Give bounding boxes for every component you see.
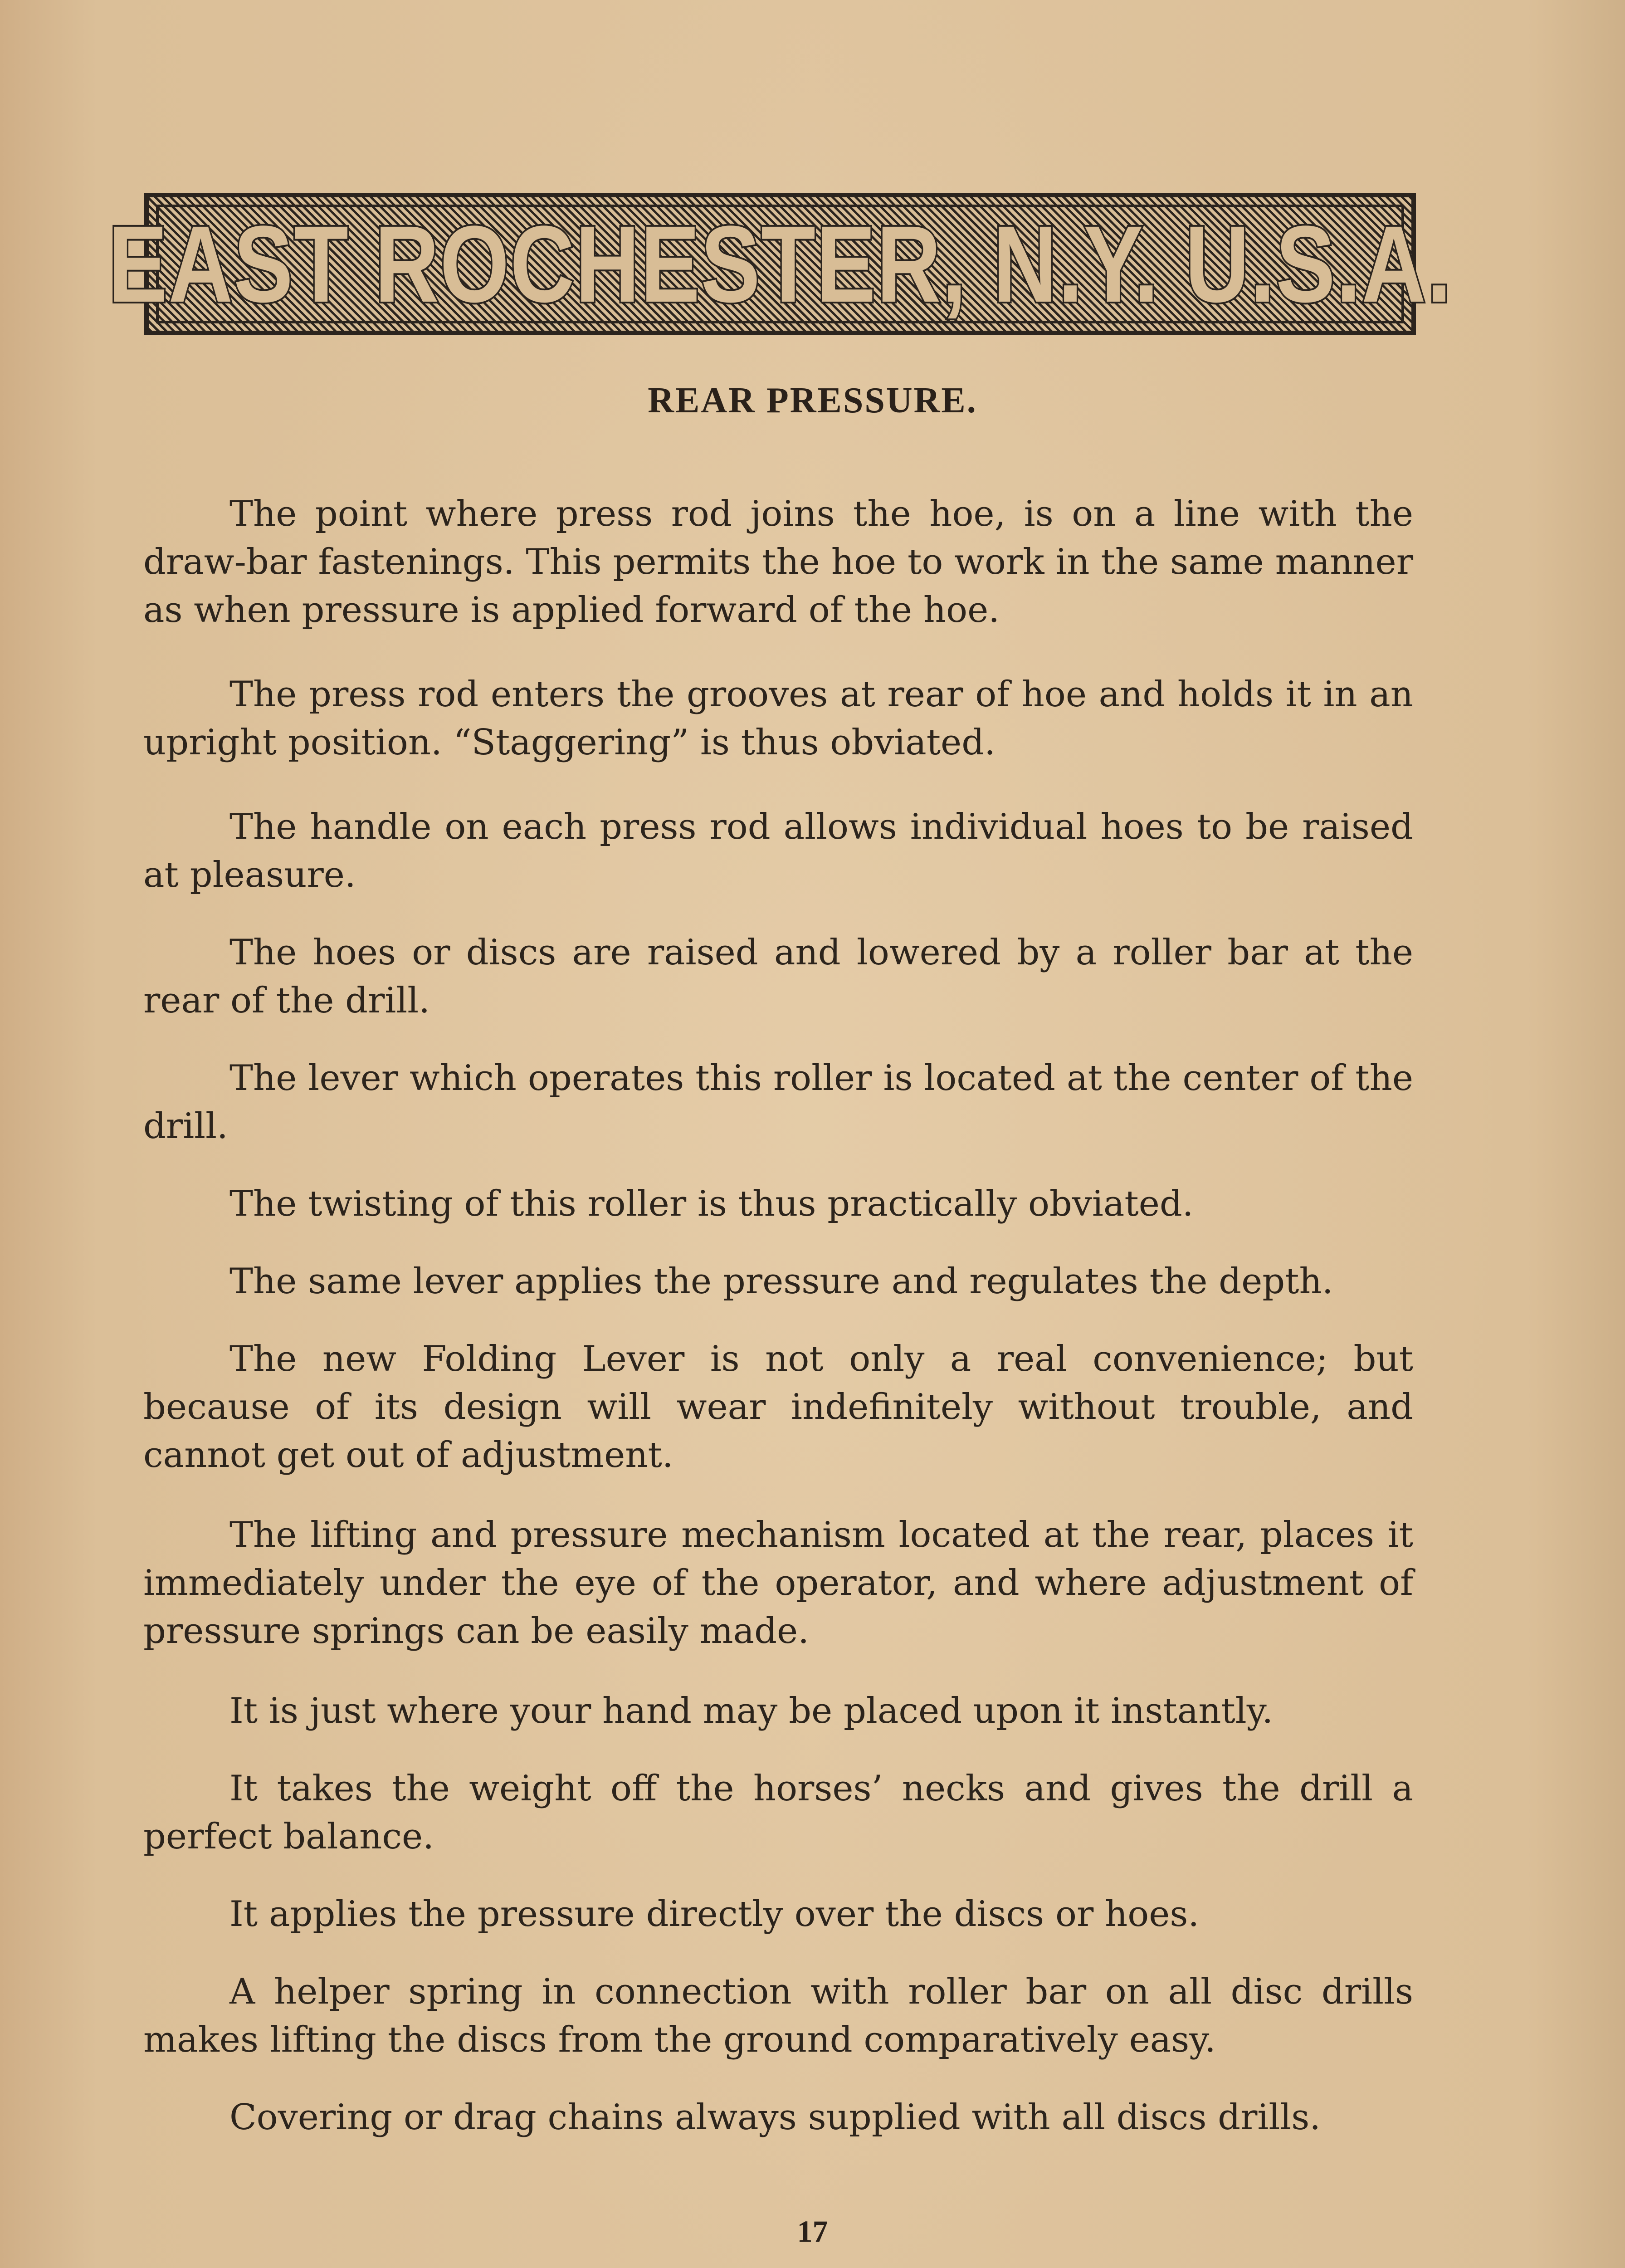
section-heading: REAR PRESSURE.	[648, 381, 977, 420]
body-text	[143, 490, 1413, 2141]
location-banner	[108, 193, 1452, 335]
paragraph: A helper spring in connection with roller bar on all disc drills makes lifting the discs from the ground comparatively easy.	[143, 1971, 1413, 2060]
paragraph: The lever which operates this roller is located at the center of the drill.	[143, 1058, 1413, 1147]
paragraph: The press rod enters the grooves at rear of hoe and holds it in an upright position. “Staggering” is thus obviated.	[143, 674, 1413, 763]
paragraph: Covering or drag chains always supplied with all discs drills.	[229, 2097, 1321, 2138]
paragraph: The twisting of this roller is thus practically obviated.	[229, 1183, 1194, 1224]
paragraph: The point where press rod joins the hoe, is on a line with the draw-bar fastenings. This permits the hoe to work in the same manner as when pressure is applied forward of the hoe.	[143, 494, 1413, 631]
paragraph: It takes the weight off the horses’ necks and gives the drill a perfect balance.	[143, 1768, 1413, 1857]
paragraph: The lifting and pressure mechanism located at the rear, places it immediately under the eye of the operator, and where adjustment of pressure springs can be easily made.	[143, 1515, 1413, 1652]
paragraph: The new Folding Lever is not only a real convenience; but because of its design will wear indefinitely without trouble, and cannot get out of adjustment.	[143, 1339, 1413, 1476]
page-number: 17	[797, 2214, 828, 2248]
paragraph: The same lever applies the pressure and regulates the depth.	[229, 1261, 1333, 1302]
paragraph: It is just where your hand may be placed upon it instantly.	[229, 1691, 1274, 1731]
paragraph: The handle on each press rod allows individual hoes to be raised at pleasure.	[143, 807, 1413, 895]
paragraph: It applies the pressure directly over the discs or hoes.	[229, 1894, 1200, 1935]
banner-text: EAST ROCHESTER, N.Y. U.S.A.	[108, 203, 1452, 325]
paragraph: The hoes or discs are raised and lowered by a roller bar at the rear of the drill.	[143, 932, 1413, 1021]
